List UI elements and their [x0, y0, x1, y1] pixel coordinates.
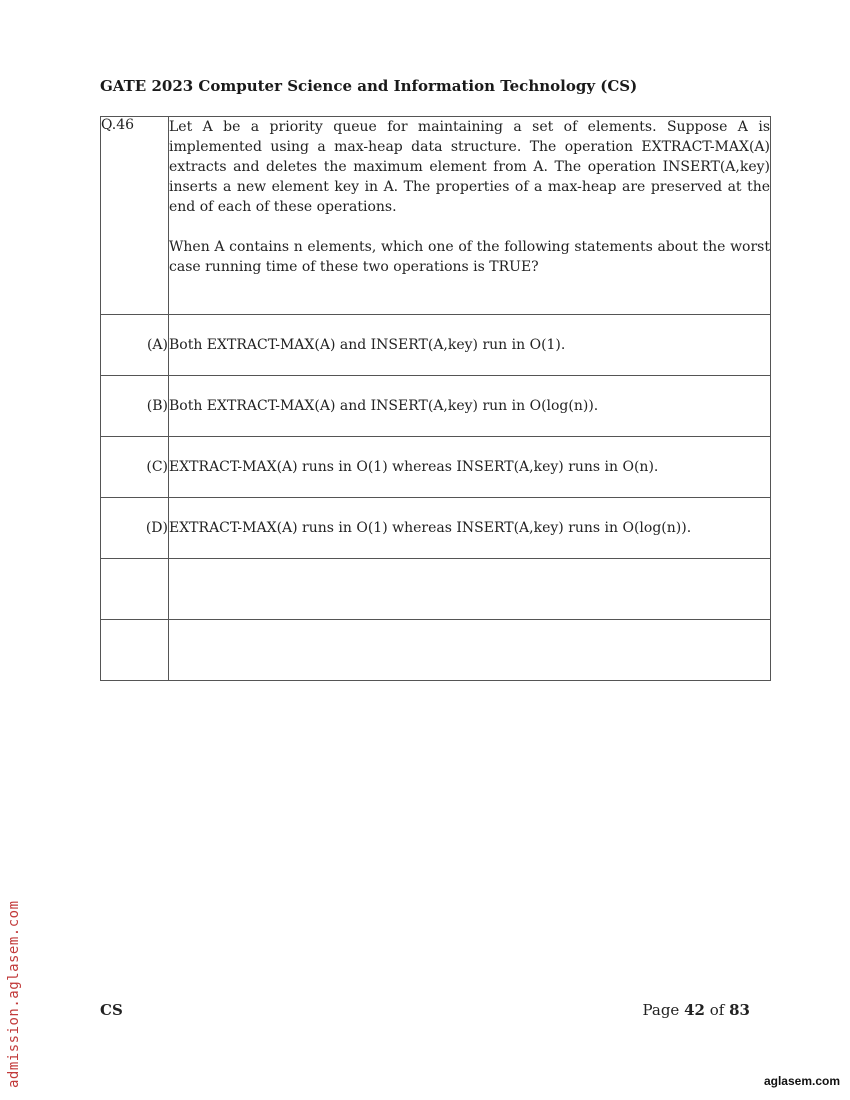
side-watermark: admission.aglasem.com [6, 900, 22, 1088]
page-current: 42 [684, 1001, 705, 1019]
page-total: 83 [729, 1001, 750, 1019]
option-row-a [101, 315, 771, 376]
page-header-title: GATE 2023 Computer Science and Information Technology (CS) [100, 77, 638, 95]
empty-cell [101, 559, 169, 620]
option-text: Both EXTRACT-MAX(A) and INSERT(A,key) run in O(1). [169, 315, 771, 376]
option-text: EXTRACT-MAX(A) runs in O(1) whereas INSERT(A,key) runs in O(n). [169, 437, 771, 498]
option-label: (D) [101, 498, 169, 559]
page-prefix: Page [642, 1001, 680, 1019]
option-text: EXTRACT-MAX(A) runs in O(1) whereas INSERT(A,key) runs in O(log(n)). [169, 498, 771, 559]
empty-cell [169, 559, 771, 620]
question-text [169, 117, 771, 315]
question-row [101, 117, 771, 315]
option-row-d [101, 498, 771, 559]
empty-cell [169, 620, 771, 681]
option-text: Both EXTRACT-MAX(A) and INSERT(A,key) run in O(log(n)). [169, 376, 771, 437]
bottom-watermark: aglasem.com [763, 1074, 840, 1088]
question-paragraph-2: When A contains n elements, which one of the following statements about the worst case running time of these two operations is TRUE? [169, 239, 770, 275]
empty-cell [101, 620, 169, 681]
empty-row [101, 559, 771, 620]
question-table [100, 116, 771, 681]
option-row-c [101, 437, 771, 498]
page-of: of [709, 1001, 725, 1019]
question-number: Q.46 [101, 117, 169, 315]
option-row-b [101, 376, 771, 437]
footer-page-number [642, 1001, 750, 1019]
option-label: (C) [101, 437, 169, 498]
option-label: (A) [101, 315, 169, 376]
question-paragraph-1: Let A be a priority queue for maintaining a set of elements. Suppose A is implemented using a max-heap data structure. The operation EXTRACT-MAX(A) extracts and deletes the maximum element from A. The operation INSERT(A,key) inserts a new element key in A. The properties of a max-heap are preserved at the end of each of these operations. [169, 119, 770, 215]
option-label: (B) [101, 376, 169, 437]
footer-subject-code: CS [100, 1001, 123, 1019]
empty-row [101, 620, 771, 681]
